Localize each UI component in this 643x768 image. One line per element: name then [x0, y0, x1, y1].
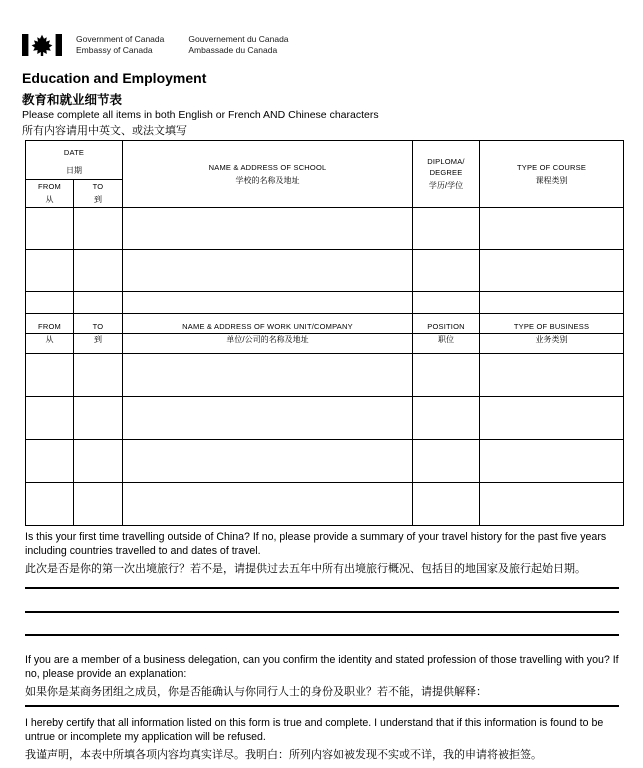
- employment-cell-company[interactable]: [123, 397, 413, 440]
- page-title-chinese: 教育和就业细节表: [22, 93, 123, 107]
- education-cell-to[interactable]: [74, 208, 123, 250]
- company-label-zh: 单位/公司的名称及地址: [226, 335, 309, 345]
- education-col-to: [74, 180, 123, 208]
- education-table: [25, 140, 624, 334]
- education-col-course: [480, 141, 624, 208]
- education-cell-school[interactable]: [123, 208, 413, 250]
- government-of-canada-text: [76, 34, 164, 55]
- employment-cell-position[interactable]: [413, 483, 480, 526]
- date-label-en: DATE: [63, 148, 85, 157]
- employment-cell-business[interactable]: [480, 397, 624, 440]
- instruction-english: Please complete all items in both English or French AND Chinese characters: [22, 109, 379, 121]
- employment-col-to: [74, 314, 123, 354]
- course-label-en: TYPE OF COURSE: [516, 162, 587, 172]
- employment-row: [26, 440, 624, 483]
- date-label-zh: 日期: [66, 166, 82, 175]
- employment-col-from: [26, 314, 74, 354]
- employment-cell-to[interactable]: [74, 354, 123, 397]
- gov-line-fr-1: Gouvernement du Canada: [188, 34, 289, 44]
- education-col-from: [26, 180, 74, 208]
- travel-history-answer-line-2[interactable]: [25, 611, 619, 613]
- employment-cell-position[interactable]: [413, 440, 480, 483]
- education-cell-diploma[interactable]: [413, 208, 480, 250]
- business-delegation-question: [25, 654, 619, 700]
- education-date-header: [26, 141, 123, 180]
- education-cell-from[interactable]: [26, 208, 74, 250]
- travel-history-question-en: Is this your first time travelling outside of China? If no, please provide a summary of your travel history for the past five years including countries travelled to and dates of travel.: [25, 531, 607, 557]
- education-cell-course[interactable]: [480, 250, 624, 292]
- employment-col-position: [413, 314, 480, 354]
- school-label-zh: 学校的名称及地址: [235, 175, 300, 185]
- education-cell-to[interactable]: [74, 250, 123, 292]
- employment-row: [26, 483, 624, 526]
- employment-cell-to[interactable]: [74, 483, 123, 526]
- business-label-en: TYPE OF BUSINESS: [513, 321, 590, 331]
- employment-cell-from[interactable]: [26, 397, 74, 440]
- employment-cell-company[interactable]: [123, 440, 413, 483]
- employment-cell-business[interactable]: [480, 440, 624, 483]
- business-delegation-question-zh: 如果你是某商务团组之成员，你是否能确认与你同行人士的身份及职业？若不能，请提供解释：: [25, 685, 487, 698]
- gov-line-en-1: Government of Canada: [76, 34, 165, 44]
- from-label-en: FROM: [38, 182, 61, 191]
- education-row: [26, 250, 624, 292]
- education-col-school: [123, 141, 413, 208]
- employment-table: [25, 313, 624, 526]
- employment-row: [26, 354, 624, 397]
- travel-history-answer-line-1[interactable]: [25, 587, 619, 589]
- employment-cell-business[interactable]: [480, 354, 624, 397]
- education-col-diploma: [413, 141, 480, 208]
- to-label-en: TO: [92, 182, 104, 191]
- certification-statement-zh: 我谨声明，本表中所填各项内容均真实详尽。我明白：所列内容如被发现不实或不详，我的申请将被拒签。: [25, 748, 542, 761]
- employment-cell-position[interactable]: [413, 354, 480, 397]
- from-label-zh: 从: [45, 335, 54, 345]
- position-label-en: POSITION: [427, 321, 465, 331]
- employment-cell-from[interactable]: [26, 483, 74, 526]
- business-label-zh: 业务类别: [535, 335, 568, 345]
- to-label-zh: 到: [94, 335, 102, 345]
- canada-flag-icon: [22, 34, 62, 56]
- school-label-en: NAME & ADDRESS OF SCHOOL: [208, 162, 327, 172]
- travel-history-answer-line-3[interactable]: [25, 634, 619, 636]
- gov-line-en-2: Embassy of Canada: [76, 44, 153, 55]
- business-delegation-question-en: If you are a member of a business delegation, can you confirm the identity and stated profession of those travelling with you? If no, please provide an explanation:: [25, 654, 619, 680]
- page-title: Education and Employment: [22, 70, 207, 86]
- to-label-en: TO: [92, 321, 104, 331]
- company-label-en: NAME & ADDRESS OF WORK UNIT/COMPANY: [182, 321, 353, 331]
- employment-col-company: [123, 314, 413, 354]
- certification-statement-en: I hereby certify that all information listed on this form is true and complete. I understand that if this information is found to be untrue or incomplete my application will be refused.: [25, 717, 604, 743]
- education-cell-course[interactable]: [480, 208, 624, 250]
- employment-cell-to[interactable]: [74, 440, 123, 483]
- employment-col-business: [480, 314, 624, 354]
- travel-history-question-zh: 此次是否是你的第一次出境旅行？若不是，请提供过去五年中所有出境旅行概况、包括目的地国家及旅行起始日期。: [25, 562, 586, 575]
- business-delegation-answer-line[interactable]: [25, 705, 619, 707]
- education-cell-school[interactable]: [123, 250, 413, 292]
- from-label-en: FROM: [38, 321, 61, 331]
- employment-row: [26, 397, 624, 440]
- gov-line-fr-2: Ambassade du Canada: [188, 44, 278, 55]
- employment-cell-to[interactable]: [74, 397, 123, 440]
- position-label-zh: 职位: [438, 335, 454, 345]
- employment-cell-company[interactable]: [123, 483, 413, 526]
- employment-cell-company[interactable]: [123, 354, 413, 397]
- diploma-label-zh: 学历/学位: [428, 181, 464, 191]
- education-cell-diploma[interactable]: [413, 250, 480, 292]
- travel-history-question: [25, 531, 619, 577]
- gouvernement-du-canada-text: [188, 34, 288, 55]
- employment-cell-from[interactable]: [26, 354, 74, 397]
- employment-cell-position[interactable]: [413, 397, 480, 440]
- diploma-label-en: DIPLOMA/ DEGREE: [427, 156, 465, 178]
- to-label-zh: 到: [94, 195, 102, 205]
- canada-wordmark: [22, 34, 289, 56]
- employment-cell-business[interactable]: [480, 483, 624, 526]
- education-row: [26, 208, 624, 250]
- employment-cell-from[interactable]: [26, 440, 74, 483]
- from-label-zh: 从: [45, 195, 54, 205]
- course-label-zh: 课程类别: [535, 175, 568, 185]
- certification-statement: [25, 717, 619, 763]
- instruction-chinese: 所有内容请用中英文、或法文填写: [22, 125, 187, 137]
- education-cell-from[interactable]: [26, 250, 74, 292]
